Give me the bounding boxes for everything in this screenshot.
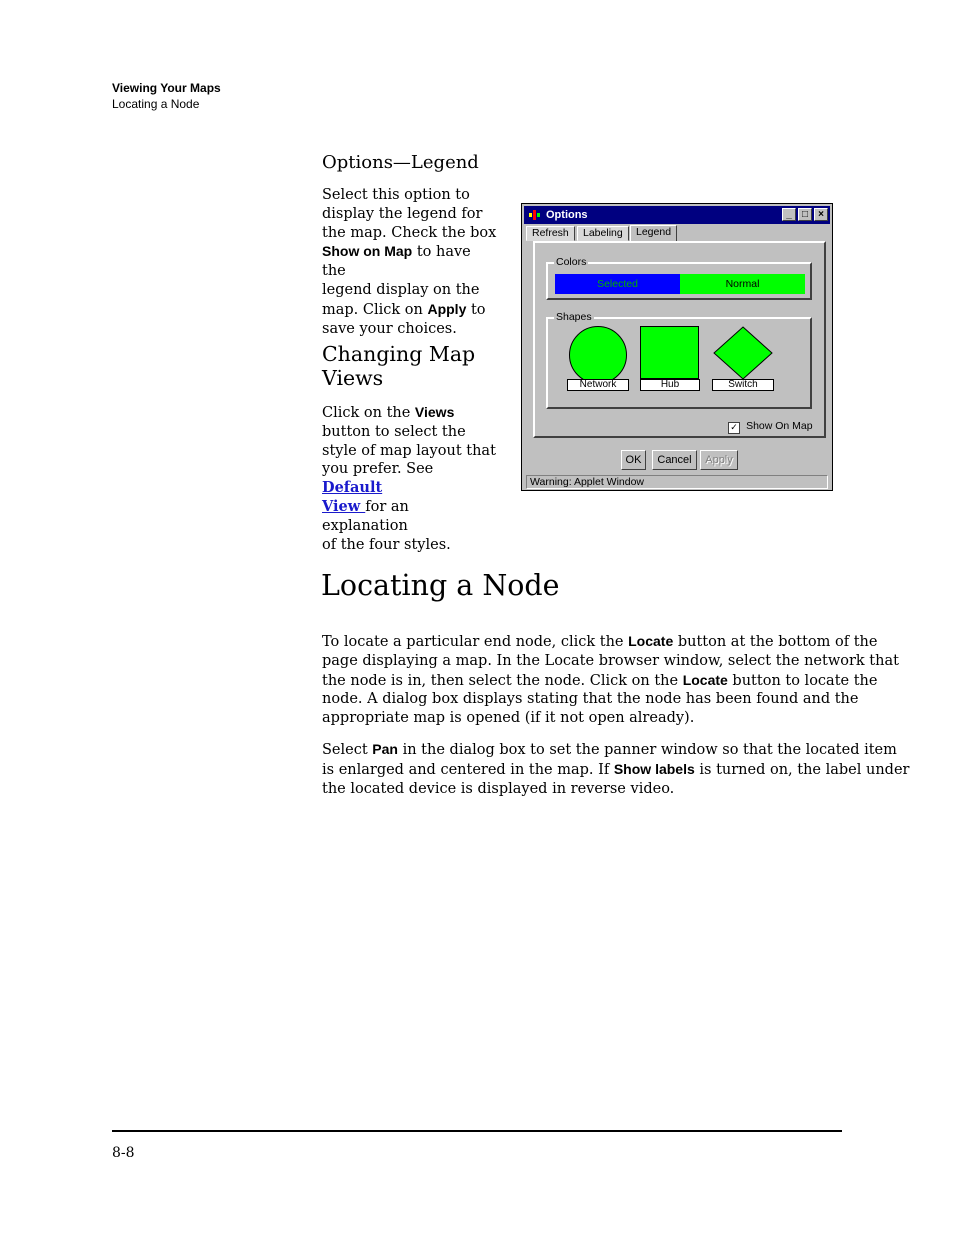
legend-line <box>322 242 497 281</box>
dialog-title: Options <box>546 209 588 221</box>
switch-diamond-icon[interactable] <box>712 326 774 380</box>
normal-label: Normal <box>725 278 760 290</box>
views-text: for an explanation <box>322 498 409 534</box>
locate-text: To locate a particular end node, click the <box>322 634 629 650</box>
legend-text: map. Click on <box>322 301 428 318</box>
locate-text: button at the bottom of the <box>673 634 878 650</box>
locate-line <box>322 671 878 691</box>
legend-line: the map. Check the box <box>322 224 497 241</box>
locate-heading: Locating a Node <box>321 569 560 602</box>
normal-color-swatch[interactable] <box>680 274 805 294</box>
pan-text: is enlarged and centered in the map. If <box>322 761 614 778</box>
locate-paragraph-1 <box>322 632 899 728</box>
locate-line: appropriate map is opened (if it not open already). <box>322 710 695 727</box>
selected-label: Selected <box>597 278 638 290</box>
network-circle-icon[interactable] <box>568 325 628 385</box>
default-view-link[interactable]: Default <box>322 479 383 497</box>
pan-text: in the dialog box to set the panner window so that the located item <box>397 742 897 758</box>
views-heading-line: Changing Map <box>322 342 476 366</box>
ok-button[interactable]: OK <box>621 450 646 470</box>
applet-warning-status: Warning: Applet Window <box>526 475 828 489</box>
legend-line: legend display on the <box>322 281 480 298</box>
legend-heading: Options—Legend <box>322 152 479 173</box>
close-icon[interactable]: × <box>814 208 828 221</box>
locate-text: button to locate the <box>727 672 878 689</box>
page-number: 8-8 <box>112 1145 135 1161</box>
pan-term: Pan <box>372 741 398 757</box>
legend-text: to <box>466 301 486 318</box>
running-header-title: Viewing Your Maps <box>112 81 221 95</box>
tab-refresh[interactable]: Refresh <box>526 226 575 241</box>
hub-label: Hub <box>640 379 700 391</box>
locate-term: Locate <box>628 633 674 649</box>
cancel-button[interactable]: Cancel <box>652 450 697 470</box>
locate-text: the node is in, then select the node. Click on the <box>322 672 683 689</box>
views-heading-line: Views <box>322 366 384 390</box>
legend-line <box>322 300 497 320</box>
tab-labeling[interactable]: Labeling <box>577 226 629 241</box>
legend-line: Select this option to <box>322 187 470 203</box>
locate-line: node. A dialog box displays stating that the node has been found and the <box>322 691 859 708</box>
colors-group <box>546 256 812 300</box>
legend-panel <box>533 241 826 438</box>
hub-square-icon[interactable] <box>640 326 700 380</box>
show-labels-term: Show labels <box>613 760 695 777</box>
colors-group-label: Colors <box>556 256 587 268</box>
footer-rule <box>112 1130 842 1132</box>
applet-icon <box>529 210 540 220</box>
views-line: button to select the <box>322 423 466 440</box>
views-text: Click on the <box>322 405 415 421</box>
views-paragraph <box>322 403 497 554</box>
selected-color-swatch[interactable] <box>555 274 680 294</box>
dialog-titlebar <box>524 206 830 224</box>
views-heading <box>322 342 475 390</box>
views-line <box>322 498 497 536</box>
locate-term: Locate <box>682 671 728 688</box>
legend-line: save your choices. <box>322 320 457 337</box>
pan-line <box>322 760 910 780</box>
minimize-icon[interactable]: _ <box>782 208 796 221</box>
running-header-subtitle: Locating a Node <box>112 97 200 111</box>
apply-term: Apply <box>427 300 467 317</box>
show-on-map-term: Show on Map <box>322 243 413 260</box>
switch-label: Switch <box>712 379 774 391</box>
options-dialog <box>521 203 833 491</box>
locate-paragraph-2 <box>322 740 910 798</box>
views-text: you prefer. See <box>322 461 434 478</box>
default-view-link[interactable]: View <box>322 497 366 515</box>
views-line: of the four styles. <box>322 536 451 553</box>
pan-line: the located device is displayed in reverse video. <box>322 780 675 797</box>
views-line: style of map layout that <box>322 442 496 459</box>
locate-line <box>322 632 878 652</box>
shapes-group <box>546 311 812 409</box>
network-label: Network <box>567 379 629 391</box>
show-on-map-option[interactable] <box>728 420 813 434</box>
views-term: Views <box>414 404 455 420</box>
maximize-icon[interactable]: □ <box>798 208 812 221</box>
apply-button[interactable]: Apply <box>700 450 738 470</box>
shapes-group-label: Shapes <box>556 311 592 323</box>
tab-legend[interactable]: Legend <box>630 225 677 242</box>
pan-line <box>322 740 897 760</box>
show-on-map-label: Show On Map <box>746 420 813 432</box>
legend-text: to have the <box>322 244 471 280</box>
pan-text: is turned on, the label under <box>694 761 910 778</box>
views-line <box>322 403 497 423</box>
locate-line: page displaying a map. In the Locate browser window, select the network that <box>322 652 899 669</box>
views-line <box>322 460 497 498</box>
pan-text: Select <box>322 742 373 758</box>
show-on-map-checkbox[interactable]: ✓ <box>728 422 740 434</box>
legend-line: display the legend for <box>322 205 483 222</box>
legend-paragraph <box>322 186 497 338</box>
